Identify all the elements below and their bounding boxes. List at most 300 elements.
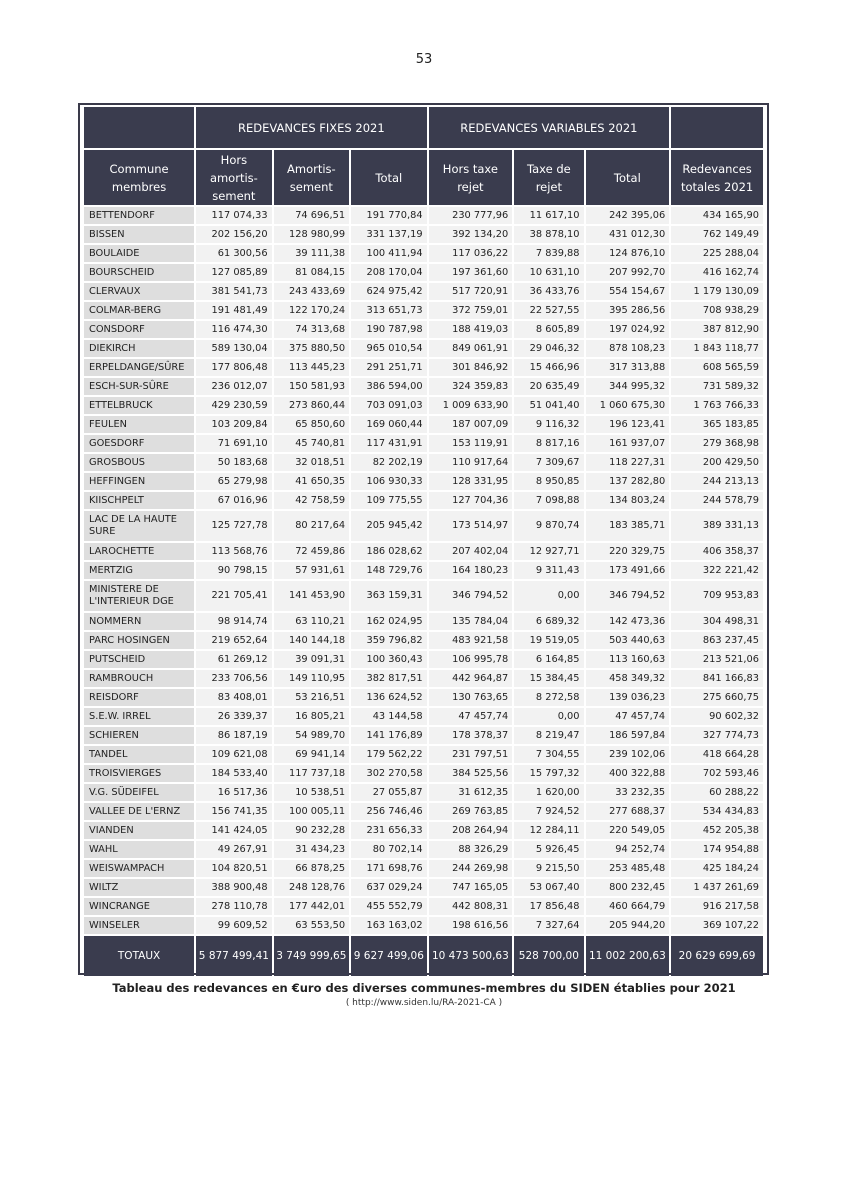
header-blank-right <box>671 107 763 150</box>
commune-name-cell: ERPELDANGE/SÛRE <box>84 359 194 378</box>
amount-cell: 208 170,04 <box>351 264 426 283</box>
amount-cell: 16 805,21 <box>274 708 349 727</box>
amount-cell: 12 284,11 <box>514 822 583 841</box>
amount-cell: 116 474,30 <box>196 321 271 340</box>
amount-cell: 39 091,31 <box>274 651 349 670</box>
table-row <box>84 689 763 708</box>
amount-cell: 253 485,48 <box>586 860 670 879</box>
table-row <box>84 492 763 511</box>
amount-cell: 187 007,09 <box>429 416 513 435</box>
amount-cell: 100 360,43 <box>351 651 426 670</box>
table-row <box>84 562 763 581</box>
amount-cell: 110 917,64 <box>429 454 513 473</box>
amount-cell: 67 016,96 <box>196 492 271 511</box>
amount-cell: 10 631,10 <box>514 264 583 283</box>
amount-cell: 118 227,31 <box>586 454 670 473</box>
amount-cell: 66 878,25 <box>274 860 349 879</box>
amount-cell: 365 183,85 <box>671 416 763 435</box>
amount-cell: 256 746,46 <box>351 803 426 822</box>
amount-cell: 94 252,74 <box>586 841 670 860</box>
amount-cell: 80 217,64 <box>274 511 349 543</box>
amount-cell: 99 609,52 <box>196 917 271 936</box>
amount-cell: 1 060 675,30 <box>586 397 670 416</box>
amount-cell: 452 205,38 <box>671 822 763 841</box>
col-header-redevances-totales: Redevances totales 2021 <box>671 150 763 207</box>
col-header-total-fixes: Total <box>351 150 426 207</box>
amount-cell: 322 221,42 <box>671 562 763 581</box>
amount-cell: 708 938,29 <box>671 302 763 321</box>
amount-cell: 1 620,00 <box>514 784 583 803</box>
amount-cell: 7 098,88 <box>514 492 583 511</box>
amount-cell: 244 213,13 <box>671 473 763 492</box>
amount-cell: 8 817,16 <box>514 435 583 454</box>
table-row <box>84 340 763 359</box>
amount-cell: 72 459,86 <box>274 543 349 562</box>
amount-cell: 171 698,76 <box>351 860 426 879</box>
amount-cell: 346 794,52 <box>586 581 670 613</box>
amount-cell: 128 331,95 <box>429 473 513 492</box>
amount-cell: 458 349,32 <box>586 670 670 689</box>
amount-cell: 221 705,41 <box>196 581 271 613</box>
amount-cell: 386 594,00 <box>351 378 426 397</box>
group-header-row <box>84 107 763 150</box>
amount-cell: 113 445,23 <box>274 359 349 378</box>
amount-cell: 190 787,98 <box>351 321 426 340</box>
table-row <box>84 581 763 613</box>
table-row <box>84 416 763 435</box>
amount-cell: 1 009 633,90 <box>429 397 513 416</box>
commune-name-cell: BOURSCHEID <box>84 264 194 283</box>
amount-cell: 1 179 130,09 <box>671 283 763 302</box>
totals-cell: 528 700,00 <box>514 936 583 976</box>
table-row <box>84 613 763 632</box>
amount-cell: 7 309,67 <box>514 454 583 473</box>
amount-cell: 213 521,06 <box>671 651 763 670</box>
amount-cell: 6 689,32 <box>514 613 583 632</box>
amount-cell: 841 166,83 <box>671 670 763 689</box>
amount-cell: 32 018,51 <box>274 454 349 473</box>
amount-cell: 109 775,55 <box>351 492 426 511</box>
amount-cell: 47 457,74 <box>429 708 513 727</box>
commune-name-cell: WINCRANGE <box>84 898 194 917</box>
commune-name-cell: COLMAR-BERG <box>84 302 194 321</box>
amount-cell: 9 116,32 <box>514 416 583 435</box>
amount-cell: 278 110,78 <box>196 898 271 917</box>
amount-cell: 429 230,59 <box>196 397 271 416</box>
amount-cell: 106 995,78 <box>429 651 513 670</box>
table-row <box>84 397 763 416</box>
amount-cell: 233 706,56 <box>196 670 271 689</box>
amount-cell: 188 419,03 <box>429 321 513 340</box>
amount-cell: 208 264,94 <box>429 822 513 841</box>
amount-cell: 42 758,59 <box>274 492 349 511</box>
amount-cell: 140 144,18 <box>274 632 349 651</box>
amount-cell: 554 154,67 <box>586 283 670 302</box>
amount-cell: 150 581,93 <box>274 378 349 397</box>
totals-cell: 20 629 699,69 <box>671 936 763 976</box>
amount-cell: 244 269,98 <box>429 860 513 879</box>
amount-cell: 400 322,88 <box>586 765 670 784</box>
amount-cell: 8 272,58 <box>514 689 583 708</box>
amount-cell: 191 770,84 <box>351 207 426 226</box>
amount-cell: 230 777,96 <box>429 207 513 226</box>
amount-cell: 90 602,32 <box>671 708 763 727</box>
commune-name-cell: RAMBROUCH <box>84 670 194 689</box>
amount-cell: 384 525,56 <box>429 765 513 784</box>
amount-cell: 762 149,49 <box>671 226 763 245</box>
amount-cell: 161 937,07 <box>586 435 670 454</box>
table-row <box>84 283 763 302</box>
amount-cell: 313 651,73 <box>351 302 426 321</box>
amount-cell: 173 514,97 <box>429 511 513 543</box>
group-header-variables: REDEVANCES VARIABLES 2021 <box>429 107 670 150</box>
amount-cell: 60 288,22 <box>671 784 763 803</box>
amount-cell: 136 624,52 <box>351 689 426 708</box>
amount-cell: 381 541,73 <box>196 283 271 302</box>
amount-cell: 331 137,19 <box>351 226 426 245</box>
totals-row <box>84 936 763 976</box>
amount-cell: 6 164,85 <box>514 651 583 670</box>
commune-name-cell: WINSELER <box>84 917 194 936</box>
commune-name-cell: PARC HOSINGEN <box>84 632 194 651</box>
amount-cell: 327 774,73 <box>671 727 763 746</box>
amount-cell: 7 839,88 <box>514 245 583 264</box>
amount-cell: 90 232,28 <box>274 822 349 841</box>
totals-cell: 9 627 499,06 <box>351 936 426 976</box>
amount-cell: 200 429,50 <box>671 454 763 473</box>
amount-cell: 205 944,20 <box>586 917 670 936</box>
table-caption: Tableau des redevances en €uro des diverses communes-membres du SIDEN établies pour 2021 <box>112 981 736 995</box>
amount-cell: 301 846,92 <box>429 359 513 378</box>
commune-name-cell: BOULAIDE <box>84 245 194 264</box>
commune-name-cell: V.G. SÜDEIFEL <box>84 784 194 803</box>
amount-cell: 27 055,87 <box>351 784 426 803</box>
amount-cell: 236 012,07 <box>196 378 271 397</box>
amount-cell: 359 796,82 <box>351 632 426 651</box>
amount-cell: 141 424,05 <box>196 822 271 841</box>
amount-cell: 275 660,75 <box>671 689 763 708</box>
amount-cell: 277 688,37 <box>586 803 670 822</box>
amount-cell: 51 041,40 <box>514 397 583 416</box>
amount-cell: 33 232,35 <box>586 784 670 803</box>
amount-cell: 7 924,52 <box>514 803 583 822</box>
amount-cell: 389 331,13 <box>671 511 763 543</box>
col-header-hors-amortissement: Hors amortis-sement <box>196 150 271 207</box>
table-row <box>84 207 763 226</box>
amount-cell: 11 617,10 <box>514 207 583 226</box>
redevances-table <box>82 107 765 976</box>
table-row <box>84 632 763 651</box>
table-row <box>84 708 763 727</box>
amount-cell: 38 878,10 <box>514 226 583 245</box>
commune-name-cell: GOESDORF <box>84 435 194 454</box>
amount-cell: 174 954,88 <box>671 841 763 860</box>
amount-cell: 61 300,56 <box>196 245 271 264</box>
amount-cell: 10 538,51 <box>274 784 349 803</box>
amount-cell: 291 251,71 <box>351 359 426 378</box>
amount-cell: 220 329,75 <box>586 543 670 562</box>
amount-cell: 416 162,74 <box>671 264 763 283</box>
amount-cell: 148 729,76 <box>351 562 426 581</box>
amount-cell: 163 163,02 <box>351 917 426 936</box>
amount-cell: 141 176,89 <box>351 727 426 746</box>
amount-cell: 231 797,51 <box>429 746 513 765</box>
amount-cell: 142 473,36 <box>586 613 670 632</box>
page-number: 53 <box>415 52 433 67</box>
amount-cell: 41 650,35 <box>274 473 349 492</box>
amount-cell: 220 549,05 <box>586 822 670 841</box>
amount-cell: 197 361,60 <box>429 264 513 283</box>
amount-cell: 198 616,56 <box>429 917 513 936</box>
amount-cell: 219 652,64 <box>196 632 271 651</box>
amount-cell: 608 565,59 <box>671 359 763 378</box>
table-row <box>84 454 763 473</box>
amount-cell: 19 519,05 <box>514 632 583 651</box>
amount-cell: 130 763,65 <box>429 689 513 708</box>
amount-cell: 16 517,36 <box>196 784 271 803</box>
amount-cell: 225 288,04 <box>671 245 763 264</box>
amount-cell: 624 975,42 <box>351 283 426 302</box>
commune-name-cell: ESCH-SUR-SÛRE <box>84 378 194 397</box>
col-header-total-variables: Total <box>586 150 670 207</box>
amount-cell: 124 876,10 <box>586 245 670 264</box>
amount-cell: 15 466,96 <box>514 359 583 378</box>
amount-cell: 8 950,85 <box>514 473 583 492</box>
amount-cell: 81 084,15 <box>274 264 349 283</box>
amount-cell: 86 187,19 <box>196 727 271 746</box>
amount-cell: 173 491,66 <box>586 562 670 581</box>
group-header-fixes: REDEVANCES FIXES 2021 <box>196 107 426 150</box>
amount-cell: 916 217,58 <box>671 898 763 917</box>
amount-cell: 98 914,74 <box>196 613 271 632</box>
totals-cell: 10 473 500,63 <box>429 936 513 976</box>
commune-name-cell: SCHIEREN <box>84 727 194 746</box>
amount-cell: 363 159,31 <box>351 581 426 613</box>
amount-cell: 113 160,63 <box>586 651 670 670</box>
amount-cell: 15 384,45 <box>514 670 583 689</box>
table-row <box>84 651 763 670</box>
amount-cell: 425 184,24 <box>671 860 763 879</box>
amount-cell: 49 267,91 <box>196 841 271 860</box>
commune-name-cell: LAROCHETTE <box>84 543 194 562</box>
amount-cell: 139 036,23 <box>586 689 670 708</box>
amount-cell: 128 980,99 <box>274 226 349 245</box>
table-row <box>84 727 763 746</box>
amount-cell: 392 134,20 <box>429 226 513 245</box>
amount-cell: 39 111,38 <box>274 245 349 264</box>
amount-cell: 9 311,43 <box>514 562 583 581</box>
amount-cell: 117 074,33 <box>196 207 271 226</box>
commune-name-cell: PUTSCHEID <box>84 651 194 670</box>
amount-cell: 1 843 118,77 <box>671 340 763 359</box>
totals-label: TOTAUX <box>84 936 194 976</box>
amount-cell: 1 437 261,69 <box>671 879 763 898</box>
amount-cell: 12 927,71 <box>514 543 583 562</box>
amount-cell: 117 036,22 <box>429 245 513 264</box>
amount-cell: 178 378,37 <box>429 727 513 746</box>
amount-cell: 965 010,54 <box>351 340 426 359</box>
commune-name-cell: HEFFINGEN <box>84 473 194 492</box>
table-row <box>84 264 763 283</box>
commune-name-cell: S.E.W. IRREL <box>84 708 194 727</box>
amount-cell: 5 926,45 <box>514 841 583 860</box>
amount-cell: 113 568,76 <box>196 543 271 562</box>
amount-cell: 637 029,24 <box>351 879 426 898</box>
amount-cell: 863 237,45 <box>671 632 763 651</box>
amount-cell: 239 102,06 <box>586 746 670 765</box>
amount-cell: 382 817,51 <box>351 670 426 689</box>
table-row <box>84 803 763 822</box>
commune-name-cell: KIISCHPELT <box>84 492 194 511</box>
amount-cell: 703 091,03 <box>351 397 426 416</box>
amount-cell: 231 656,33 <box>351 822 426 841</box>
amount-cell: 344 995,32 <box>586 378 670 397</box>
amount-cell: 31 434,23 <box>274 841 349 860</box>
amount-cell: 162 024,95 <box>351 613 426 632</box>
amount-cell: 406 358,37 <box>671 543 763 562</box>
amount-cell: 29 046,32 <box>514 340 583 359</box>
table-row <box>84 543 763 562</box>
amount-cell: 117 431,91 <box>351 435 426 454</box>
amount-cell: 244 578,79 <box>671 492 763 511</box>
amount-cell: 387 812,90 <box>671 321 763 340</box>
amount-cell: 534 434,83 <box>671 803 763 822</box>
commune-name-cell: WEISWAMPACH <box>84 860 194 879</box>
amount-cell: 517 720,91 <box>429 283 513 302</box>
amount-cell: 127 085,89 <box>196 264 271 283</box>
table-row <box>84 359 763 378</box>
amount-cell: 164 180,23 <box>429 562 513 581</box>
amount-cell: 375 880,50 <box>274 340 349 359</box>
amount-cell: 127 704,36 <box>429 492 513 511</box>
amount-cell: 302 270,58 <box>351 765 426 784</box>
amount-cell: 20 635,49 <box>514 378 583 397</box>
amount-cell: 9 870,74 <box>514 511 583 543</box>
amount-cell: 45 740,81 <box>274 435 349 454</box>
amount-cell: 26 339,37 <box>196 708 271 727</box>
amount-cell: 179 562,22 <box>351 746 426 765</box>
amount-cell: 442 964,87 <box>429 670 513 689</box>
commune-name-cell: FEULEN <box>84 416 194 435</box>
amount-cell: 589 130,04 <box>196 340 271 359</box>
totals-cell: 3 749 999,65 <box>274 936 349 976</box>
amount-cell: 346 794,52 <box>429 581 513 613</box>
amount-cell: 207 992,70 <box>586 264 670 283</box>
amount-cell: 242 395,06 <box>586 207 670 226</box>
amount-cell: 15 797,32 <box>514 765 583 784</box>
col-header-commune: Commune membres <box>84 150 194 207</box>
commune-name-cell: NOMMERN <box>84 613 194 632</box>
amount-cell: 418 664,28 <box>671 746 763 765</box>
col-header-amortissement: Amortis-sement <box>274 150 349 207</box>
amount-cell: 80 702,14 <box>351 841 426 860</box>
commune-name-cell: DIEKIRCH <box>84 340 194 359</box>
amount-cell: 731 589,32 <box>671 378 763 397</box>
commune-name-cell: VALLEE DE L'ERNZ <box>84 803 194 822</box>
amount-cell: 324 359,83 <box>429 378 513 397</box>
commune-name-cell: BETTENDORF <box>84 207 194 226</box>
amount-cell: 88 326,29 <box>429 841 513 860</box>
amount-cell: 57 931,61 <box>274 562 349 581</box>
amount-cell: 455 552,79 <box>351 898 426 917</box>
amount-cell: 54 989,70 <box>274 727 349 746</box>
header-blank-left <box>84 107 194 150</box>
table-row <box>84 784 763 803</box>
amount-cell: 702 593,46 <box>671 765 763 784</box>
amount-cell: 7 327,64 <box>514 917 583 936</box>
amount-cell: 31 612,35 <box>429 784 513 803</box>
amount-cell: 63 110,21 <box>274 613 349 632</box>
table-source: ( http://www.siden.lu/RA-2021-CA ) <box>345 998 503 1008</box>
amount-cell: 434 165,90 <box>671 207 763 226</box>
amount-cell: 9 215,50 <box>514 860 583 879</box>
table-row <box>84 822 763 841</box>
amount-cell: 122 170,24 <box>274 302 349 321</box>
table-row <box>84 435 763 454</box>
amount-cell: 196 123,41 <box>586 416 670 435</box>
commune-name-cell: WILTZ <box>84 879 194 898</box>
amount-cell: 22 527,55 <box>514 302 583 321</box>
amount-cell: 248 128,76 <box>274 879 349 898</box>
amount-cell: 0,00 <box>514 708 583 727</box>
amount-cell: 90 798,15 <box>196 562 271 581</box>
amount-cell: 207 402,04 <box>429 543 513 562</box>
amount-cell: 63 553,50 <box>274 917 349 936</box>
commune-name-cell: REISDORF <box>84 689 194 708</box>
amount-cell: 109 621,08 <box>196 746 271 765</box>
commune-name-cell: CONSDORF <box>84 321 194 340</box>
commune-name-cell: BISSEN <box>84 226 194 245</box>
amount-cell: 8 219,47 <box>514 727 583 746</box>
amount-cell: 137 282,80 <box>586 473 670 492</box>
amount-cell: 53 067,40 <box>514 879 583 898</box>
amount-cell: 135 784,04 <box>429 613 513 632</box>
redevances-table-frame <box>78 103 769 975</box>
amount-cell: 74 313,68 <box>274 321 349 340</box>
totals-cell: 11 002 200,63 <box>586 936 670 976</box>
amount-cell: 61 269,12 <box>196 651 271 670</box>
amount-cell: 1 763 766,33 <box>671 397 763 416</box>
commune-name-cell: TANDEL <box>84 746 194 765</box>
amount-cell: 0,00 <box>514 581 583 613</box>
amount-cell: 17 856,48 <box>514 898 583 917</box>
col-header-hors-taxe-rejet: Hors taxe rejet <box>429 150 513 207</box>
table-row <box>84 765 763 784</box>
commune-name-cell: CLERVAUX <box>84 283 194 302</box>
amount-cell: 431 012,30 <box>586 226 670 245</box>
amount-cell: 149 110,95 <box>274 670 349 689</box>
amount-cell: 50 183,68 <box>196 454 271 473</box>
amount-cell: 104 820,51 <box>196 860 271 879</box>
amount-cell: 65 850,60 <box>274 416 349 435</box>
amount-cell: 800 232,45 <box>586 879 670 898</box>
amount-cell: 117 737,18 <box>274 765 349 784</box>
amount-cell: 8 605,89 <box>514 321 583 340</box>
amount-cell: 372 759,01 <box>429 302 513 321</box>
amount-cell: 186 597,84 <box>586 727 670 746</box>
amount-cell: 202 156,20 <box>196 226 271 245</box>
amount-cell: 53 216,51 <box>274 689 349 708</box>
amount-cell: 65 279,98 <box>196 473 271 492</box>
amount-cell: 184 533,40 <box>196 765 271 784</box>
amount-cell: 317 313,88 <box>586 359 670 378</box>
amount-cell: 483 921,58 <box>429 632 513 651</box>
table-row <box>84 670 763 689</box>
amount-cell: 177 806,48 <box>196 359 271 378</box>
amount-cell: 134 803,24 <box>586 492 670 511</box>
amount-cell: 269 763,85 <box>429 803 513 822</box>
amount-cell: 36 433,76 <box>514 283 583 302</box>
